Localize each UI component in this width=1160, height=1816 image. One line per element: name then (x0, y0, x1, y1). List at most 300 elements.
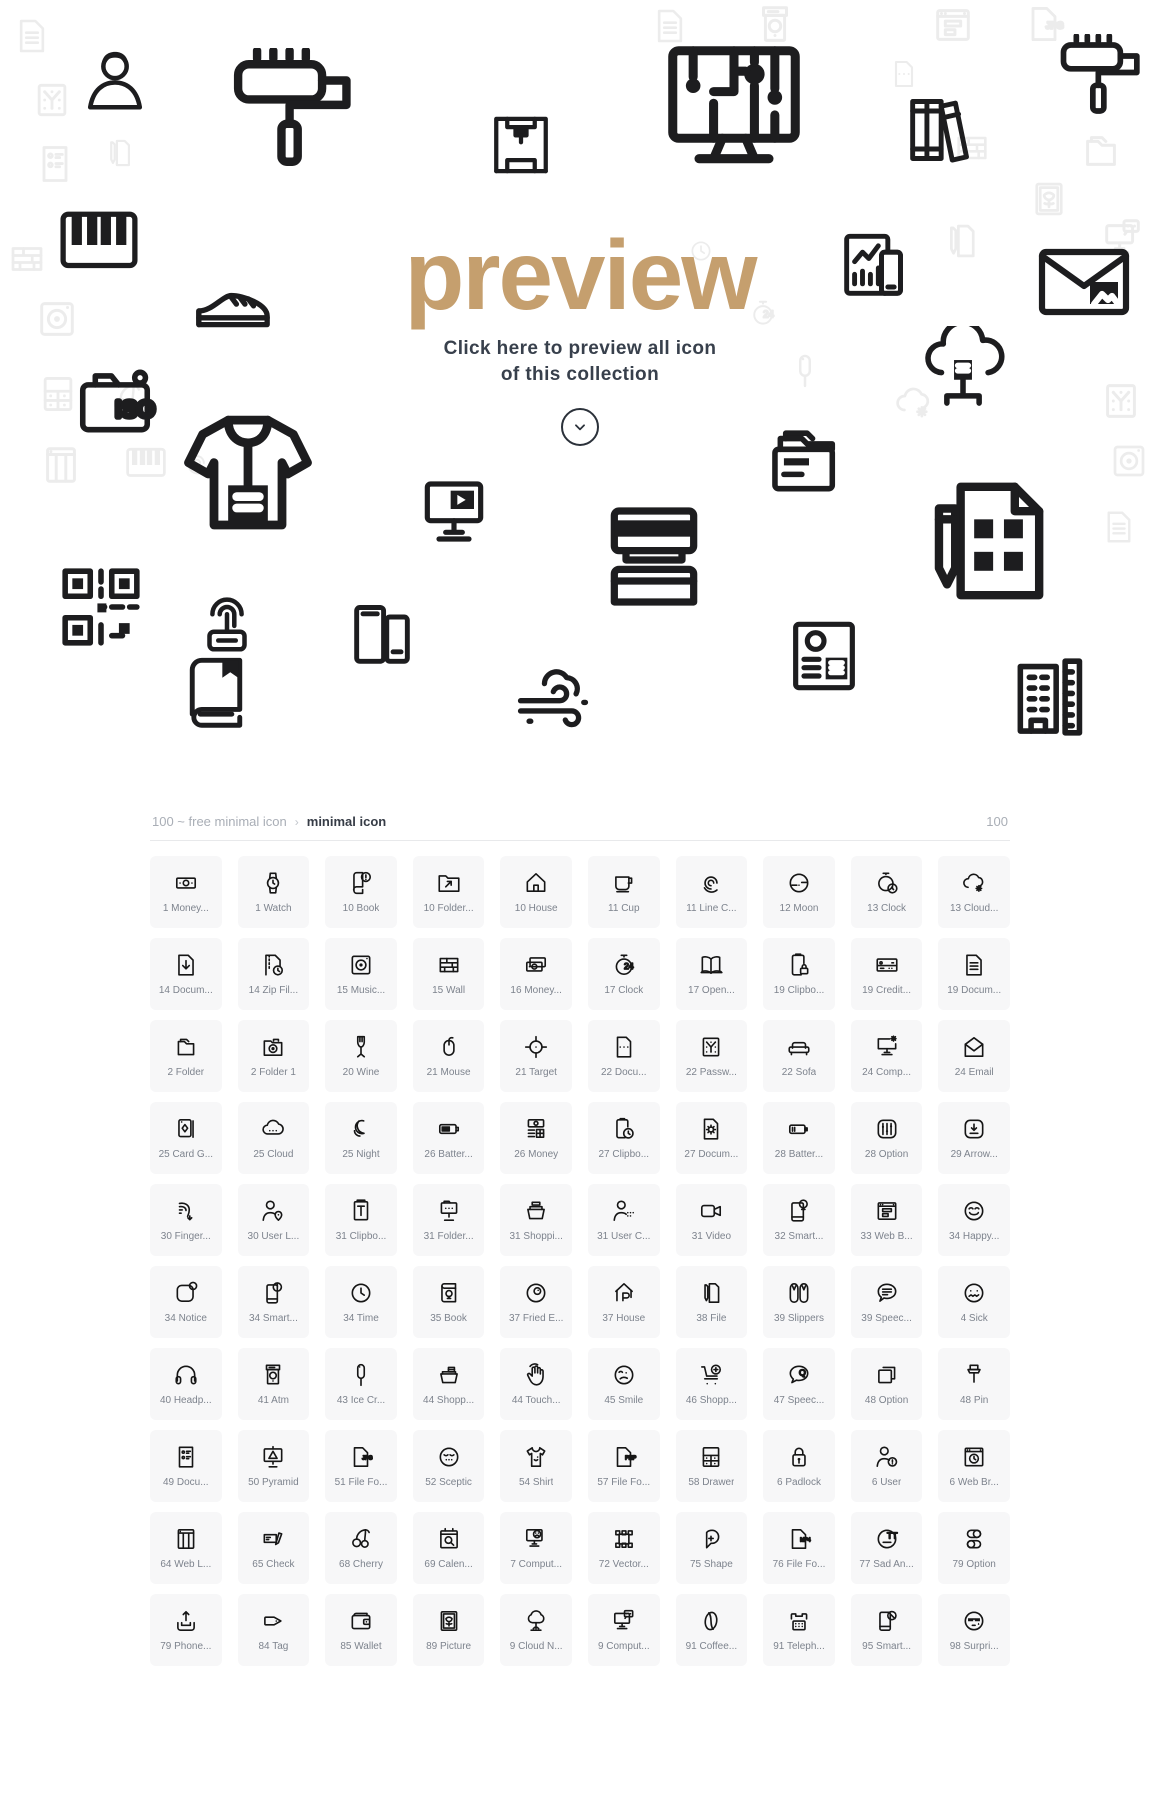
document-pencil-icon (920, 476, 1050, 606)
preview-expand-button[interactable] (561, 408, 599, 446)
mailopen-icon (961, 1034, 987, 1060)
pos-terminal-icon (598, 504, 710, 616)
grid-item[interactable] (325, 1266, 397, 1338)
cardgame-icon (173, 1116, 199, 1142)
grid-item-label: 76 File Fo... (772, 1559, 826, 1570)
telephone-icon (786, 1608, 812, 1634)
grid-item[interactable] (325, 1184, 397, 1256)
cartplus-icon (698, 1362, 724, 1388)
grid-item-label: 47 Speec... (773, 1395, 825, 1406)
filejpg-icon (348, 1444, 374, 1470)
grid-item[interactable] (325, 938, 397, 1010)
grid-item[interactable] (676, 1348, 748, 1420)
grid-item[interactable] (238, 1020, 310, 1092)
grid-item[interactable] (238, 938, 310, 1010)
building-ruler-icon (1006, 654, 1092, 740)
grid-item[interactable] (851, 1430, 923, 1502)
grid-item[interactable] (763, 1102, 835, 1174)
grid-item-label: 44 Touch... (511, 1395, 561, 1406)
grid-item-label: 6 Web Br... (949, 1477, 999, 1488)
facesceptic-icon (436, 1444, 462, 1470)
browserclock-icon (961, 1444, 987, 1470)
grid-item[interactable] (500, 938, 572, 1010)
doclines-icon (961, 952, 987, 978)
grid-item-label: 64 Web L... (160, 1559, 212, 1570)
cloudgear-icon (961, 870, 987, 896)
grid-item[interactable] (763, 1430, 835, 1502)
grid-item[interactable] (238, 1594, 310, 1666)
trayup-icon (173, 1608, 199, 1634)
headphones-icon (173, 1362, 199, 1388)
foldernet-icon (436, 1198, 462, 1224)
grid-item[interactable] (500, 1512, 572, 1584)
grid-item-label: 79 Option (952, 1559, 996, 1570)
grid-item-label: 84 Tag (258, 1641, 289, 1652)
grid-item[interactable] (938, 1266, 1010, 1338)
grid-item-label: 30 User L... (247, 1231, 300, 1242)
vector-icon (611, 1526, 637, 1552)
grid-item-label: 44 Shopp... (423, 1395, 475, 1406)
grid-item-label: 10 Book (342, 903, 380, 914)
notice-icon (173, 1280, 199, 1306)
grid-item[interactable] (938, 856, 1010, 928)
facett-icon (874, 1526, 900, 1552)
bookbulb-icon (436, 1280, 462, 1306)
grid-item-label: 48 Option (864, 1395, 909, 1406)
grid-item-label: 69 Calen... (424, 1559, 473, 1570)
grid-item-label: 2 Folder (167, 1067, 205, 1078)
target-icon (523, 1034, 549, 1060)
grid-item-label: 10 Folder... (423, 903, 474, 914)
grid-item-label: 9 Comput... (597, 1641, 650, 1652)
grid-item[interactable] (413, 1266, 485, 1338)
grid-item-label: 31 Video (691, 1231, 732, 1242)
grid-item-label: 45 Smile (604, 1395, 644, 1406)
user-avatar-icon (80, 46, 150, 116)
grid-item[interactable] (851, 1102, 923, 1174)
grid-item[interactable] (763, 1594, 835, 1666)
grid-item[interactable] (325, 1512, 397, 1584)
grid-item[interactable] (588, 1102, 660, 1174)
grid-item[interactable] (763, 856, 835, 928)
grid-item[interactable] (763, 1184, 835, 1256)
grid-item[interactable] (588, 1020, 660, 1092)
monitor-play-icon (414, 474, 494, 554)
toggles-icon (961, 1526, 987, 1552)
grid-item[interactable] (150, 1102, 222, 1174)
faint-wall-icon (6, 238, 48, 280)
clipt-icon (348, 1198, 374, 1224)
grid-item[interactable] (150, 1184, 222, 1256)
grid-item[interactable] (676, 1102, 748, 1174)
grid-item[interactable] (325, 1348, 397, 1420)
grid-item[interactable] (851, 856, 923, 928)
grid-item-label: 15 Wall (432, 985, 466, 996)
grid-item[interactable] (238, 1348, 310, 1420)
grid-item[interactable] (851, 1348, 923, 1420)
basket-icon (523, 1198, 549, 1224)
cloudtree-icon (523, 1608, 549, 1634)
grid-item[interactable] (851, 1512, 923, 1584)
grid-item[interactable] (238, 856, 310, 928)
hero-section (0, 0, 1160, 800)
grid-item-label: 52 Sceptic (425, 1477, 472, 1488)
preview-subtitle[interactable] (260, 336, 900, 388)
grid-item-label: 6 User (871, 1477, 902, 1488)
faint-document-icon (33, 142, 77, 186)
monitorsad-icon (523, 1526, 549, 1552)
grid-item[interactable] (500, 1102, 572, 1174)
grid-item-label: 34 Time (343, 1313, 379, 1324)
cup-icon (611, 870, 637, 896)
grid-item[interactable] (238, 1102, 310, 1174)
grid-item-label: 85 Wallet (340, 1641, 382, 1652)
clock-icon (348, 1280, 374, 1306)
wall-icon (436, 952, 462, 978)
grid-item[interactable] (500, 1266, 572, 1338)
grid-item-label: 33 Web B... (860, 1231, 913, 1242)
openbook-icon (698, 952, 724, 978)
grid-item[interactable] (676, 938, 748, 1010)
grid-item-label: 28 Batter... (774, 1149, 824, 1160)
chevron-down-icon (573, 420, 587, 434)
grid-item-label: 34 Smart... (248, 1313, 298, 1324)
album-icon (348, 952, 374, 978)
grid-item[interactable] (150, 938, 222, 1010)
calsearch-icon (436, 1526, 462, 1552)
grid-item-label: 26 Batter... (424, 1149, 473, 1160)
grid-item-label: 38 File (696, 1313, 727, 1324)
filepen-icon (698, 1280, 724, 1306)
grid-item-label: 21 Mouse (426, 1067, 471, 1078)
docdown-icon (173, 952, 199, 978)
grid-item-label: 31 Folder... (423, 1231, 474, 1242)
faint-grid-icon (1098, 378, 1144, 424)
grid-item-label: 72 Vector... (598, 1559, 649, 1570)
grid-item[interactable] (851, 1184, 923, 1256)
page-title[interactable]: preview (404, 220, 756, 330)
foldercam-icon (260, 1034, 286, 1060)
grid-item[interactable] (413, 1184, 485, 1256)
grid-item[interactable] (500, 1594, 572, 1666)
grid-item[interactable] (676, 1512, 748, 1584)
grid-item-label: 7 Comput... (510, 1559, 563, 1570)
grid-item-label: 25 Night (342, 1149, 380, 1160)
facehappy-icon (961, 1198, 987, 1224)
picture-icon (436, 1608, 462, 1634)
grid-item[interactable] (763, 1512, 835, 1584)
grid-item-label: 13 Clock (867, 903, 907, 914)
grid-item-label: 31 User C... (597, 1231, 651, 1242)
grid-item[interactable] (676, 1430, 748, 1502)
docgear-icon (698, 1116, 724, 1142)
breadcrumb (150, 800, 1010, 841)
grid-item[interactable] (325, 1430, 397, 1502)
grid-item-label: 1 Watch (255, 903, 292, 914)
faint-music-icon (1108, 440, 1150, 482)
grid-item[interactable] (500, 1430, 572, 1502)
envelope-picture-icon (1036, 236, 1132, 332)
icon-grid (150, 856, 1010, 1666)
grid-item-label: 39 Slippers (773, 1313, 824, 1324)
grid-item-label: 91 Coffee... (685, 1641, 738, 1652)
grid-item-label: 48 Pin (960, 1395, 989, 1406)
3d-printer-icon (488, 112, 554, 178)
grid-item[interactable] (413, 1102, 485, 1174)
spiral-icon (698, 870, 724, 896)
preview-cta[interactable] (260, 220, 900, 446)
icon-count: 100 (986, 814, 1008, 829)
grid-item[interactable] (500, 856, 572, 928)
grid-item-label: 16 Money... (510, 985, 562, 996)
padlock-icon (786, 1444, 812, 1470)
subtitle-line2: of this collection (500, 364, 660, 386)
grid-item-label: 15 Music... (336, 985, 386, 996)
cloud-network-icon (920, 326, 1006, 412)
grid-item[interactable] (238, 1512, 310, 1584)
grid-item-label: 17 Open... (688, 985, 735, 996)
paint-roller-small-icon (1058, 34, 1146, 122)
grid-item-label: 21 Target (515, 1067, 557, 1078)
grid-item-label: 32 Smart... (774, 1231, 824, 1242)
grid-item[interactable] (851, 1266, 923, 1338)
cherry-icon (348, 1526, 374, 1552)
grid-item[interactable] (150, 1348, 222, 1420)
fingerarrow-icon (173, 1198, 199, 1224)
grid-item-label: 68 Cherry (339, 1559, 383, 1570)
grid-item[interactable] (413, 938, 485, 1010)
grid-item[interactable] (588, 1430, 660, 1502)
grid-item-label: 19 Docum... (947, 985, 1002, 996)
faint-document-icon (1100, 508, 1138, 546)
batterylow-icon (786, 1116, 812, 1142)
grid-item[interactable] (413, 856, 485, 928)
creditcard-icon (874, 952, 900, 978)
grid-item-label: 34 Happy... (948, 1231, 1000, 1242)
breadcrumb-collection-link[interactable]: 100 ~ free minimal icon (152, 814, 287, 829)
qr-code-icon (58, 564, 144, 650)
coffeebean-icon (698, 1608, 724, 1634)
doccheck-icon (173, 1444, 199, 1470)
grid-item-label: 13 Cloud... (950, 903, 999, 914)
grid-item[interactable] (325, 1020, 397, 1092)
grid-item-label: 98 Surpri... (949, 1641, 999, 1652)
breadcrumb-separator: › (294, 814, 299, 829)
grid-item[interactable] (325, 856, 397, 928)
grid-item[interactable] (413, 1020, 485, 1092)
grid-item[interactable] (150, 1020, 222, 1092)
grid-item-label: 27 Docum... (684, 1149, 739, 1160)
grid-item-label: 19 Clipbo... (773, 985, 825, 996)
house-icon (523, 870, 549, 896)
faint-password-icon (30, 78, 74, 122)
grid-item[interactable] (938, 1512, 1010, 1584)
facesick-icon (961, 1280, 987, 1306)
grid-item-label: 6 Padlock (777, 1477, 821, 1488)
faint-browser-icon (930, 2, 976, 48)
browserbars-icon (874, 1198, 900, 1224)
grid-item-label: 37 Fried E... (508, 1313, 564, 1324)
grid-item-label: 14 Zip Fil... (248, 985, 299, 996)
grid-item-label: 17 Clock (604, 985, 644, 996)
grid-item-label: 65 Check (252, 1559, 295, 1570)
faint-document-icon (12, 16, 52, 56)
grid-item-label: 28 Option (864, 1149, 909, 1160)
grid-item[interactable] (413, 1430, 485, 1502)
grid-item-label: 46 Shopp... (685, 1395, 737, 1406)
grid-item[interactable] (325, 1102, 397, 1174)
grid-item[interactable] (413, 1348, 485, 1420)
grid-item-label: 10 House (514, 903, 558, 914)
grid-item[interactable] (763, 1348, 835, 1420)
grid-item[interactable] (150, 1594, 222, 1666)
grid-item[interactable] (500, 1020, 572, 1092)
wine-icon (348, 1034, 374, 1060)
grid-item[interactable] (851, 1020, 923, 1092)
shirt-icon (523, 1444, 549, 1470)
grid-item[interactable] (588, 1184, 660, 1256)
grid-item[interactable] (150, 1430, 222, 1502)
sliders-icon (874, 1116, 900, 1142)
phonebulb-icon (786, 1198, 812, 1224)
grid-item-label: 25 Card G... (158, 1149, 214, 1160)
grid-item-label: 22 Passw... (685, 1067, 737, 1078)
breadcrumb-current: minimal icon (306, 814, 387, 829)
grid-item[interactable] (413, 1512, 485, 1584)
phoneblock-icon (874, 1608, 900, 1634)
faint-music-icon (34, 296, 80, 342)
grid-item-label: 20 Wine (342, 1067, 380, 1078)
slippers-icon (786, 1280, 812, 1306)
grid-item-label: 54 Shirt (518, 1477, 554, 1488)
grid-item[interactable] (500, 1348, 572, 1420)
grid-item[interactable] (588, 938, 660, 1010)
grid-item-label: 2 Folder 1 (250, 1067, 296, 1078)
grid-item[interactable] (676, 1594, 748, 1666)
paint-roller-icon (230, 48, 360, 178)
books-icon (900, 92, 976, 168)
cloud-icon (260, 1116, 286, 1142)
grid-item-label: 31 Clipbo... (335, 1231, 387, 1242)
night-icon (348, 1116, 374, 1142)
monitorgear-icon (874, 1034, 900, 1060)
folder2-icon (173, 1034, 199, 1060)
grid-item[interactable] (413, 1594, 485, 1666)
grid-item[interactable] (150, 1512, 222, 1584)
grid-item[interactable] (938, 1020, 1010, 1092)
bubblelines-icon (874, 1280, 900, 1306)
grid-item[interactable] (150, 1266, 222, 1338)
mouse-icon (436, 1034, 462, 1060)
money-terminal-icon (784, 616, 864, 696)
grid-item[interactable] (150, 856, 222, 928)
grid-item[interactable] (938, 1430, 1010, 1502)
grid-item-label: 1 Money... (162, 903, 209, 914)
facecool-icon (961, 1608, 987, 1634)
grid-item-label: 34 Notice (164, 1313, 207, 1324)
passgrid-icon (698, 1034, 724, 1060)
zipfile-icon (260, 952, 286, 978)
grid-item-label: 31 Shoppi... (509, 1231, 563, 1242)
grid-item[interactable] (676, 1266, 748, 1338)
grid-item[interactable] (238, 1266, 310, 1338)
grid-item[interactable] (676, 856, 748, 928)
grid-item[interactable] (763, 938, 835, 1010)
arrowbox-icon (961, 1116, 987, 1142)
grid-item-label: 11 Line C... (686, 903, 737, 914)
grid-item-label: 11 Cup (608, 903, 640, 914)
grid-item-label: 26 Money (514, 1149, 559, 1160)
grid-item[interactable] (938, 1594, 1010, 1666)
grid-item[interactable] (676, 1020, 748, 1092)
grid-item[interactable] (588, 1348, 660, 1420)
grid-item[interactable] (851, 1594, 923, 1666)
grid-item-label: 51 File Fo... (334, 1477, 388, 1488)
faint-picture-icon (1028, 178, 1070, 220)
grid-item[interactable] (588, 1594, 660, 1666)
grid-item-label: 30 Finger... (160, 1231, 211, 1242)
grid-item-label: 19 Credit... (862, 985, 912, 996)
grid-item-label: 89 Picture (426, 1641, 472, 1652)
webcolumns-icon (173, 1526, 199, 1552)
pyramid-icon (260, 1444, 286, 1470)
grid-item[interactable] (588, 856, 660, 928)
filemp4-icon (786, 1526, 812, 1552)
grid-item-label: 12 Moon (779, 903, 819, 914)
hand-icon (523, 1362, 549, 1388)
grid-item-label: 57 File Fo... (597, 1477, 651, 1488)
grid-item[interactable] (938, 1184, 1010, 1256)
grid-item[interactable] (588, 1512, 660, 1584)
grid-item-label: 49 Docu... (163, 1477, 209, 1488)
grid-item[interactable] (588, 1266, 660, 1338)
grid-item-label: 39 Speec... (861, 1313, 912, 1324)
grid-item-label: 35 Book (430, 1313, 467, 1324)
grid-item[interactable] (938, 1102, 1010, 1174)
sofa-icon (786, 1034, 812, 1060)
grid-item-label: 29 Arrow... (950, 1149, 998, 1160)
money-icon (173, 870, 199, 896)
grid-item[interactable] (851, 938, 923, 1010)
grid-item-label: 41 Atm (257, 1395, 289, 1406)
friedegg-icon (523, 1280, 549, 1306)
touch-card-icon (192, 588, 262, 658)
grid-item-label: 75 Shape (689, 1559, 733, 1570)
grid-item[interactable] (763, 1020, 835, 1092)
grid-item[interactable] (938, 1348, 1010, 1420)
grid-item[interactable] (238, 1184, 310, 1256)
facewry-icon (611, 1362, 637, 1388)
grid-item-label: 22 Sofa (781, 1067, 817, 1078)
clipclock-icon (611, 1116, 637, 1142)
bookalert-icon (348, 870, 374, 896)
grid-item[interactable] (938, 938, 1010, 1010)
grid-item-label: 25 Cloud (253, 1149, 294, 1160)
faint-pen-icon (102, 136, 136, 170)
grid-item[interactable] (500, 1184, 572, 1256)
userchat-icon (611, 1198, 637, 1224)
moon-icon (786, 870, 812, 896)
housep-icon (611, 1280, 637, 1306)
video-icon (698, 1198, 724, 1224)
grid-item[interactable] (676, 1184, 748, 1256)
grid-item[interactable] (238, 1430, 310, 1502)
subtitle-line1: Click here to preview all icon (443, 337, 717, 359)
grid-item[interactable] (325, 1594, 397, 1666)
grid-item-label: 24 Email (954, 1067, 994, 1078)
grid-item[interactable] (763, 1266, 835, 1338)
folderarrow-icon (436, 870, 462, 896)
